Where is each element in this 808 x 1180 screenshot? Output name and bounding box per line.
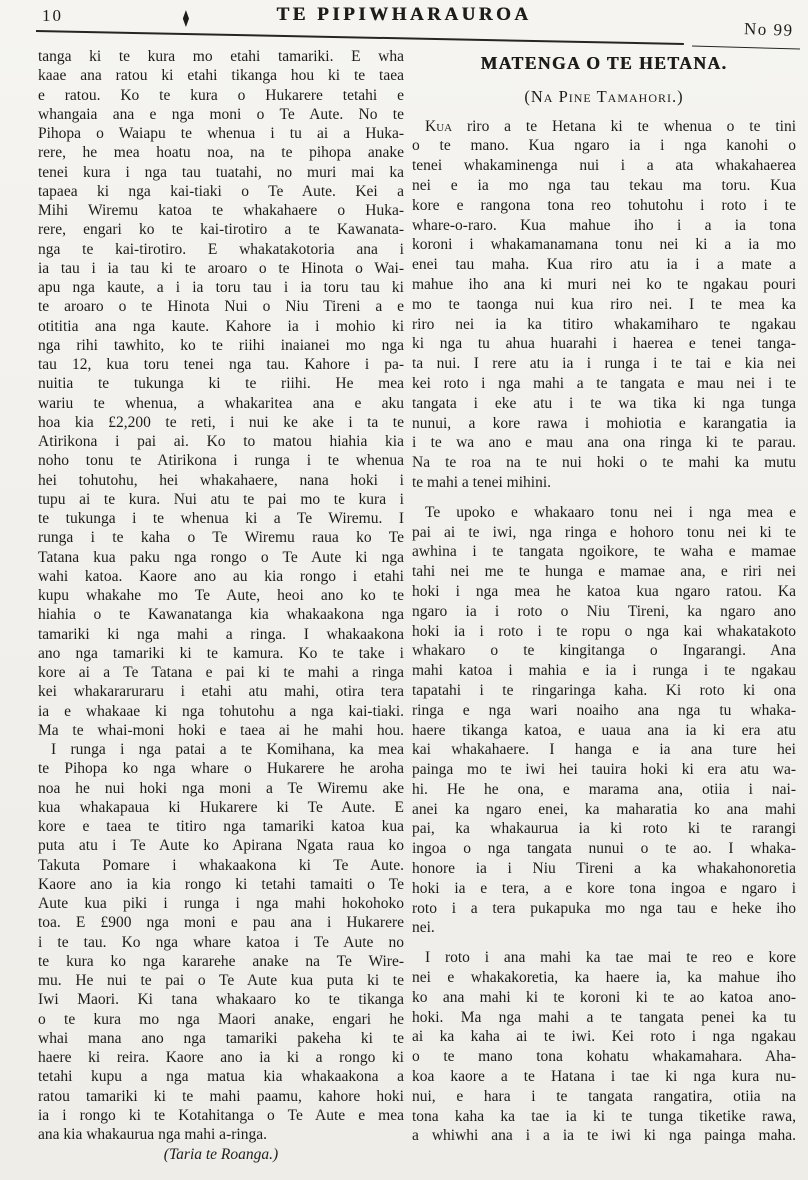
text-line: ia e whakaae ki nga tohutohu a nga kai-tiaki.	[38, 702, 404, 720]
text-line: tapaea ki nga kai-tiaki o Te Aute. Kei a	[38, 182, 404, 200]
text-line: toa. E £900 nga moni e pau ana i Hukarere	[38, 914, 404, 932]
text-line: ia tau i ia tau ki te aroaro o te Hinota o Wai-	[38, 259, 404, 277]
text-line: ta nui. I rere atu ia i runga i te tai e kia nei	[412, 355, 796, 373]
text-line: hei tohutohu, hei whakahaere, nana hoki i	[38, 471, 404, 489]
text-line: roto i a tera pukapuka mo nga tau e heke iho	[412, 899, 796, 917]
text-line: kei roto i nga mahi a te tangata e mau nei i te	[412, 374, 796, 392]
text-line: tapatahi i te ringaringa kaha. Ki roto ki ona	[412, 681, 796, 699]
text-line: tahi nei me te hunga e mamae ana, e riri nei	[412, 563, 796, 581]
page-number: 10	[42, 6, 63, 25]
text-line: kaae ana ratou ki etahi tikanga hou ki te taea	[38, 67, 404, 85]
text-line: awhina i te tangata ngoikore, te waha e mamae	[412, 543, 796, 561]
text-line: kua whakapaua ki Hukarere ki Te Aute. E	[38, 798, 404, 816]
text-line: tenei kura i nga tau tuatahi, no muri mai ka	[38, 163, 404, 181]
header-rule-right	[692, 45, 800, 49]
right-column	[412, 52, 796, 1146]
text-line: tona kaha ka tae ia ki te tunga tiketike rawa,	[412, 1107, 796, 1125]
text-line: koa kaore a te Hatana i tae ki nga kura nu-	[412, 1068, 796, 1086]
text-line: noa he nui hoki nga moni a Te Wiremu ake	[38, 779, 404, 797]
text-line: hi. He he ona, e marama ana, otiia i nai-	[412, 780, 796, 798]
text-line: mahue iho ana ki muri nei ko te ngakau pouri	[412, 275, 796, 293]
text-line: Aute kua piki i runga i nga mahi hokohoko	[38, 895, 404, 912]
text-line: otititia ana nga kaute. Kahore ia i mohio ki	[38, 317, 404, 335]
article-byline: (Na Pine Tamahori.)	[524, 86, 684, 106]
text-line: ratou tamariki ki te mahi paamu, kahore hoki	[38, 1087, 404, 1105]
text-line: wahi katoa. Kaore ano au kia rongo i etahi	[38, 567, 404, 585]
issue-number: No 99	[744, 19, 795, 40]
text-line: mo te taonga nui kua riro nei. I te mea ka	[412, 295, 796, 313]
text-line: Te upoko e whakaaro tonu nei i nga mea e	[425, 503, 796, 521]
text-line: hoa kia £2,200 te reti, i nui ke ake i ta te	[38, 413, 404, 431]
text-line: nga rihi tawhito, ko te riihi inaianei mo nga	[38, 336, 404, 354]
paragraph	[38, 740, 404, 1144]
text-line: te Pihopa ko nga whare o Hukarere he aroha	[38, 760, 404, 778]
text-line: nei e whakakoretia, ka haere ia, ka mahue iho	[412, 969, 796, 987]
text-line: te mahi a tenei mihini.	[412, 473, 552, 491]
text-line: te aroaro o te Hinota Nui o Niu Tireni a e	[38, 298, 404, 316]
text-line: Iwi Maori. Ki tana whakaaro ko te tikanga	[38, 991, 404, 1009]
text-line: hoki i nga mea he katoa kua ngaro ratou. Ka	[412, 582, 796, 600]
text-line: I runga i nga patai a te Komihana, ka mea	[51, 741, 404, 758]
text-line: Kaore ano ia kia rongo ki tetahi tamaiti o Te	[38, 875, 404, 893]
text-line: Ma te whai-moni hoki e taea ai he mahi hou.	[38, 721, 404, 739]
text-line: runga i te kaha o Te Wiremu raua ko Te	[38, 529, 404, 547]
text-line: tanga ki te kura mo etahi tamariki. E wha	[38, 48, 404, 65]
text-line: kore e taea te titiro nga tamariki katoa kua	[38, 818, 404, 835]
text-line: te tukunga i te whenua ki a Te Wiremu. I	[38, 510, 404, 527]
paragraph	[38, 47, 404, 740]
masthead-title: TE PIPIWHARAUROA	[276, 4, 532, 25]
article-heading: MATENGA O TE HETANA.	[480, 53, 728, 73]
text-line: Pihopa o Waiapu te whenua i tu ai a Huka-	[38, 125, 404, 142]
printer-dagger-icon: ♦	[181, 5, 191, 34]
text-line: ingoa o nga tangata nunui o te ao. I whaka-	[412, 840, 796, 858]
text-line: kai whakahaere. I hanga e ia ana ture hei	[412, 741, 796, 759]
text-line: kore e rangona tona reo tohutohu i roto i te	[412, 196, 796, 214]
text-line: hiahia o te Kawanatanga kia whakaakona nga	[38, 606, 404, 624]
text-line: koroni i whakamanamana tonu nei ki a ia mo	[412, 236, 796, 254]
text-line: nuitia te tukunga ki te riihi. He mea	[38, 375, 404, 393]
text-line: rere, he mea hoatu noa, na te pihopa anake	[38, 144, 404, 162]
text-line: hoki ia e tera, a e kore tona ingoa e ngaro i	[412, 879, 796, 897]
text-line: rere, engari ko te kai-tirotiro a te Kawanata-	[38, 221, 404, 239]
text-line: whangaia ana e nga moni o Te Aute. No te	[38, 105, 404, 123]
text-line: tau 12, kua toru tenei nga tau. Kahore i pa-	[38, 356, 404, 373]
text-line: puta atu i Te Aute ko Apirana Ngata raua ko	[38, 837, 404, 855]
paragraph	[412, 948, 796, 1146]
text-line: haere tikanga katoa, e uaua ana ia ki era atu	[412, 721, 796, 739]
text-line: Na te roa na te nui hoki o te mahi ka mutu	[412, 454, 796, 472]
text-line: ia i rongo ki te Kotahitanga o Te Aute e mea	[38, 1106, 404, 1124]
text-line: nga te kai-tirotiro. E whakatakotoria ana i	[38, 240, 404, 258]
text-line: tangata i eke atu i te wa tika ki nga tunga	[412, 394, 796, 412]
left-column	[38, 47, 404, 1165]
text-line: anei ka ngaro enei, ka maharatia ko ana mahi	[412, 800, 796, 818]
text-line: apu nga kaute, a i ia toru tau i ia toru tau ki	[38, 279, 404, 296]
text-line: mu. He nui te pai o Te Aute kua puta ki te	[38, 972, 404, 989]
text-line: whakaro o te kingitanga o Ingarangi. Ana	[412, 642, 796, 660]
text-line: painga mo te iwi hei tauira hoki ki era atu wa-	[412, 761, 796, 779]
text-line: tupu ai te kura. Nui atu te pai mo te kura i	[38, 490, 404, 508]
text-line: pai, ka whakaurua ia ki roto ki te rarangi	[412, 820, 796, 838]
text-line: ana kia whakaurua nga mahi a-ringa.	[38, 1126, 267, 1143]
text-line: mahi katoa i mahia e ia i runga i te ngakau	[412, 662, 796, 680]
text-line: nei e ia mo nga tau tekau ma toru. Kua	[412, 176, 796, 194]
continuation-note: (Taria te Roanga.)	[163, 1146, 279, 1164]
text-line: nunui, a kore rawa i mohiotia e karangatia ia	[412, 414, 796, 432]
text-line: tetahi kupu a nga matua kia whakaakona a	[38, 1068, 404, 1086]
text-line: kei whakararuraru i etahi atu mahi, otira tera	[38, 683, 404, 701]
text-line: i te tau. Ko nga whare katoa i Te Aute no	[38, 933, 404, 951]
text-line: o te kura mo nga Maori anake, engari he	[38, 1010, 404, 1028]
text-line: noho tonu te Atirikona i runga i te whenua	[38, 452, 404, 470]
text-line: hoki ia i roto i te ropu o nga kai whakatakoto	[412, 622, 796, 640]
text-line: riro nei ia ka titiro whakamiharo te ngakau	[412, 315, 796, 333]
text-line: hoki. Ma nga mahi a te tangata penei ka tu	[412, 1008, 796, 1026]
text-line: Kua riro a te Hetana ki te whenua o te tini	[425, 117, 796, 135]
text-line: ki nga tu ahua huarahi i haerea e tenei tanga-	[412, 335, 796, 353]
text-line: e ratou. Ko te kura o Hukarere tetahi e	[38, 86, 404, 104]
text-line: Takuta Pomare i whakaakona ki Te Aute.	[38, 856, 404, 874]
text-line: enei tau maha. Kua riro atu ia i a mate a	[412, 256, 796, 274]
text-line: kupu whakahe mo Te Aute, heoi ano ko te	[38, 587, 404, 604]
text-line: honore ia i Niu Tireni a ka whakahonoretia	[412, 860, 796, 878]
text-line: ano nga tamariki ki te kamura. Ko te take i	[38, 644, 404, 662]
text-line: ngaro ia i roto o Niu Tireni, ka ngaro ano	[412, 602, 796, 620]
lead-word: Kua	[425, 117, 453, 135]
text-line: te kura ko nga kararehe anake na Te Wire-	[38, 952, 404, 970]
text-line: tamariki ki nga mahi a ringa. I whakaakona	[38, 625, 404, 643]
text-line: o te mano tona kohatu whakamahara. Aha-	[412, 1048, 796, 1066]
text-line: Mihi Wiremu katoa te whakahaere o Huka-	[38, 202, 404, 219]
text-line: ko ana mahi ki te koroni ki te ao katoa ano-	[412, 988, 796, 1006]
text-line: a whiwhi ana i a ia te iwi ki nga painga maha.	[412, 1127, 796, 1145]
text-line: I roto i ana mahi ka tae mai te reo e kore	[425, 949, 796, 967]
text-line: wariu te whenua, a whakaritea ana e aku	[38, 394, 404, 412]
text-line: whai mana ano nga tamariki pakeha ki te	[38, 1029, 404, 1047]
paragraph	[412, 117, 796, 493]
paragraph	[412, 503, 796, 939]
text-line: Atirikona i pai ai. Ko to matou hiahia kia	[38, 433, 404, 450]
text-line: whare-o-raro. Kua mahue iho i a ia tona	[412, 216, 796, 234]
text-line: nui, e hara i te tangata rangatira, otiia na	[412, 1087, 796, 1105]
text-line: ai ka kaha ai te iwi. Kei roto i nga ngakau	[412, 1028, 796, 1046]
text-line: ringa e nga wari noaiho ana nga tu whaka-	[412, 701, 796, 719]
text-line: Tatana kua paku nga rongo o Te Aute ki nga	[38, 548, 404, 566]
text-line: pai ai te iwi, nga ringa e hohoro tonu nei ki te	[412, 523, 796, 541]
text-line: nei.	[412, 919, 435, 937]
text-line: kore ai a Te Tatana e pai ki te mahi a ringa	[38, 664, 404, 681]
header-rule	[36, 30, 684, 45]
text-line: tenei whakaminenga nui i a ata whakahaerea	[412, 157, 796, 175]
text-line: i te wa ano e mau ana ona ringa ki te parau.	[412, 434, 796, 452]
text-line: o te mano. Kua ngaro ia i nga kanohi o	[412, 137, 796, 155]
text-line: haere ki reira. Kaore ano ia ki a rongo ki	[38, 1049, 404, 1066]
